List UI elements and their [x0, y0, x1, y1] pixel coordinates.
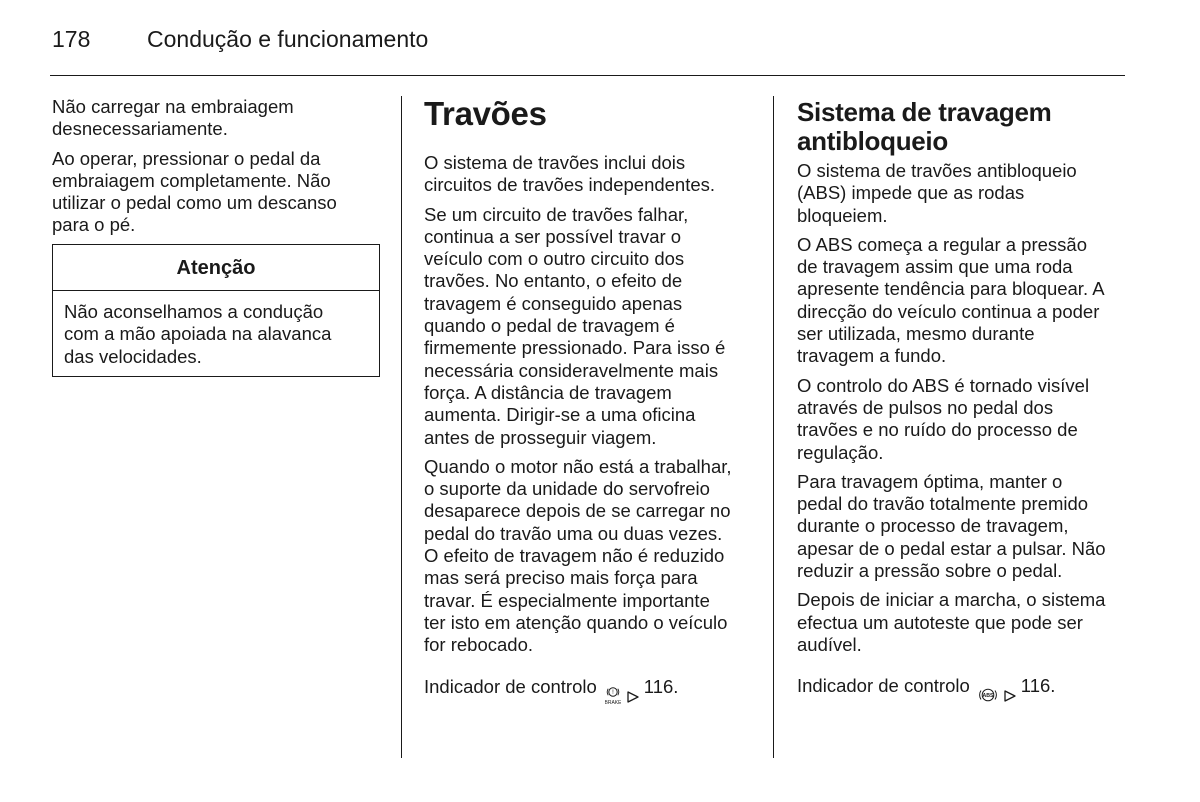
page-ref: 116.	[643, 676, 679, 698]
page-ref-arrow-icon	[1003, 664, 1017, 709]
section-title: Condução e funcionamento	[147, 26, 429, 52]
paragraph: Depois de iniciar a marcha, o sistema efectua um autoteste que pode ser audível.	[797, 589, 1106, 655]
indicator-text: Indicador de controlo	[424, 676, 597, 698]
paragraph: Quando o motor não está a trabalhar, o suporte da unidade do servofreio desaparece depois de se carregar no pedal do travão uma ou duas vezes. O efeito de travagem não é reduzido mas será preciso mais força para travar. É especialmente importante ter isto em atenção quando o veículo for rebocado.	[424, 455, 732, 656]
paragraph: Ao operar, pressionar o pedal da embraiagem completamente. Não utilizar o pedal como um descanso para o pé.	[52, 147, 337, 236]
warning-body: Não aconselhamos a condução com a mão apoiada na alavanca das velocidades.	[64, 301, 332, 367]
paragraph: O sistema de travões antibloqueio (ABS) impede que as rodas bloqueiem.	[797, 160, 1077, 226]
section-heading: Travões	[424, 95, 547, 132]
paragraph: Se um circuito de travões falhar, continua a ser possível travar o veículo com o outro circuito dos travões. No entanto, o efeito de travagem é conseguido apenas quando o pedal de travagem é firmemente pressionado. Para isso é necessária consideravelmente mais força. A distância de travagem aumenta. Dirigir-se a uma oficina antes de prosseguir viagem.	[424, 203, 726, 448]
brake-warning-icon	[605, 664, 621, 712]
abs-warning-icon	[978, 663, 998, 709]
page-header	[52, 26, 428, 56]
paragraph: Para travagem óptima, manter o pedal do travão totalmente premido durante o processo de travagem, apesar de o pedal estar a pulsar. Não reduzir a pressão sobre o pedal.	[797, 470, 1106, 582]
indicator-reference	[424, 664, 759, 712]
section-heading: Sistema de travagem antibloqueio	[797, 97, 1052, 156]
warning-title: Atenção	[53, 245, 379, 291]
svg-text:BRAKE: BRAKE	[604, 699, 621, 706]
column-divider	[401, 96, 402, 758]
paragraph: O controlo do ABS é tornado visível através de pulsos no pedal dos travões e no ruído do processo de regulação.	[797, 374, 1090, 463]
column-middle	[424, 96, 759, 718]
page-ref: 116.	[1020, 674, 1056, 696]
indicator-text: Indicador de controlo	[797, 674, 970, 696]
header-rule	[50, 75, 1125, 76]
paragraph: O sistema de travões inclui dois circuitos de travões independentes.	[424, 152, 716, 196]
column-right	[797, 96, 1132, 716]
page-number: 178	[52, 26, 91, 52]
column-divider	[773, 96, 774, 758]
svg-text:!: !	[611, 690, 614, 697]
warning-box	[52, 244, 380, 377]
column-left	[52, 96, 384, 377]
page-ref-arrow-icon	[626, 665, 640, 710]
indicator-reference	[797, 663, 1132, 709]
paragraph: Não carregar na embraiagem desnecessariamente.	[52, 96, 294, 140]
paragraph: O ABS começa a regular a pressão de travagem assim que uma roda apresente tendência para bloquear. A direcção do veículo continua a poder ser utilizada, mesmo durante travagem a fundo.	[797, 233, 1105, 367]
svg-text:ABS: ABS	[982, 692, 994, 699]
